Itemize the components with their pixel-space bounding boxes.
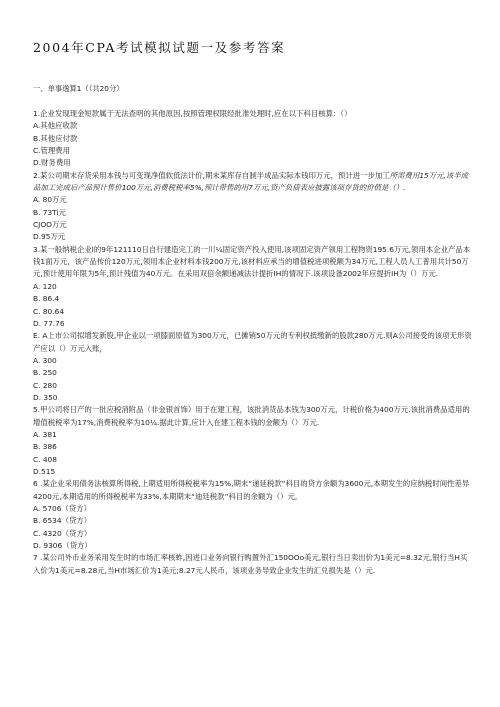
question-1-stem: 1.企业发现现金短款属于无法查明的其他原因,按照管理权限经批准处理时,应在以下科目核算：（） [33, 109, 352, 118]
question-2-stem [33, 170, 473, 195]
option-d: D.515 [33, 466, 56, 476]
option-c: C. 80.64 [33, 306, 65, 316]
option-c: C.管理费用 [33, 146, 71, 156]
option-c: CJOO万元 [33, 220, 67, 230]
option-b: B. 386 [33, 442, 57, 452]
option-b: B. 250 [33, 368, 57, 378]
option-a: A. 381 [33, 429, 57, 439]
question-3-stem: 3.某一般纳税企业l的9年121110日自行建造完工的一川¼固定资产投入使用,该项固定资产领用工程物资195.6万元,领用本企业产品本钱1面万元，该产品传价120万元,领用本企业材料本钱200万元,该材料应承当的增值税进项税额为34万元,工程人员人工普用共计50万元,预计使用年限为5年,预计残值为40万元。在采用双倍余额递减法计提折IH的情况下.该项设备2002年应提折IH为（）万元. [33, 244, 471, 279]
option-d: D.95万元 [33, 232, 66, 242]
option-a: A. 5706（贷方） [33, 504, 91, 513]
question-6-stem: 6 .某企业采用债务法核算所得税,上期适用所得税税率为15%,期末“递延税款”科目的贷方余额为3600元,本期发生的应纳税时间性差异4200元,本期适用的所得税税率为33%,本期期末“迪廷税款”科目的余额为（）元, [33, 479, 470, 501]
option-b: B. 73Ti元 [33, 207, 66, 217]
option-d: D.财务费用 [33, 158, 71, 168]
option-c: C. 4320（贷方） [33, 528, 92, 538]
option-b: B.其他应付款 [33, 133, 78, 143]
question-body [33, 108, 473, 577]
question-2-stem-part1: 2.某公司期末存货采用本钱与可变现净值软低法计价,期末某库存自制半成品实际本钱印万元，预计进一步加工 [33, 170, 390, 180]
option-d: D. 77.76 [33, 318, 65, 328]
section-heading: 一、单事逸算1（（共20分） [33, 84, 124, 93]
option-c: C. 280 [33, 380, 57, 390]
option-d: D. 350 [33, 392, 58, 402]
option-a: A. 300 [33, 355, 57, 365]
question-2-stem-part2: 所需费用15万元,该半成品加工完成后产品预计售价100万元,消费税税率5%,预计带售的用7万元,资产负债表应披露该项存货的价值是（）. [33, 170, 469, 193]
option-d: D. 9306（贷方） [33, 541, 92, 551]
option-a: A. 120 [33, 281, 57, 291]
question-7-stem: 7 .某公司外币业务采用发生时的市场汇率核蚱,因进口业务向银行购置外汇150OOo美元,银行当日卖出价为1美元=8.32元,银行当H买入价为1美元=8.28元,当H市场汇价为1美元;8.27元人民币，该项业务导致企业发生的汇兑损失是（）元. [33, 553, 468, 575]
option-a: A.其他应收款 [33, 121, 78, 131]
option-b: B. 86.4 [33, 294, 60, 304]
option-b: B. 6534（贷方） [33, 516, 92, 526]
question-4-stem: E. A上市公司拟增发新股,甲企业以一项膝面原值为300万元，已摊销50万元的专利权抵缴新的股款280万元.则A公司接受的该项无形资产应以（）万元入账， [33, 331, 472, 353]
question-5-stem: 5.甲公司将日产的一批应税消附品（非金银首饰）用于在建工程，该批消货品本钱为300万元，计税价格为400万元.该批消费品适用的增值税税率为17%,消费税税率为10¼.据此计算,应计入在建工程本钱的金额为（）万元. [33, 405, 470, 427]
document-title: 2004年CPA考试模拟试题一及参考答案 [33, 40, 286, 55]
option-c: C. 408 [33, 454, 57, 464]
option-a: A. 80万元 [33, 195, 67, 205]
